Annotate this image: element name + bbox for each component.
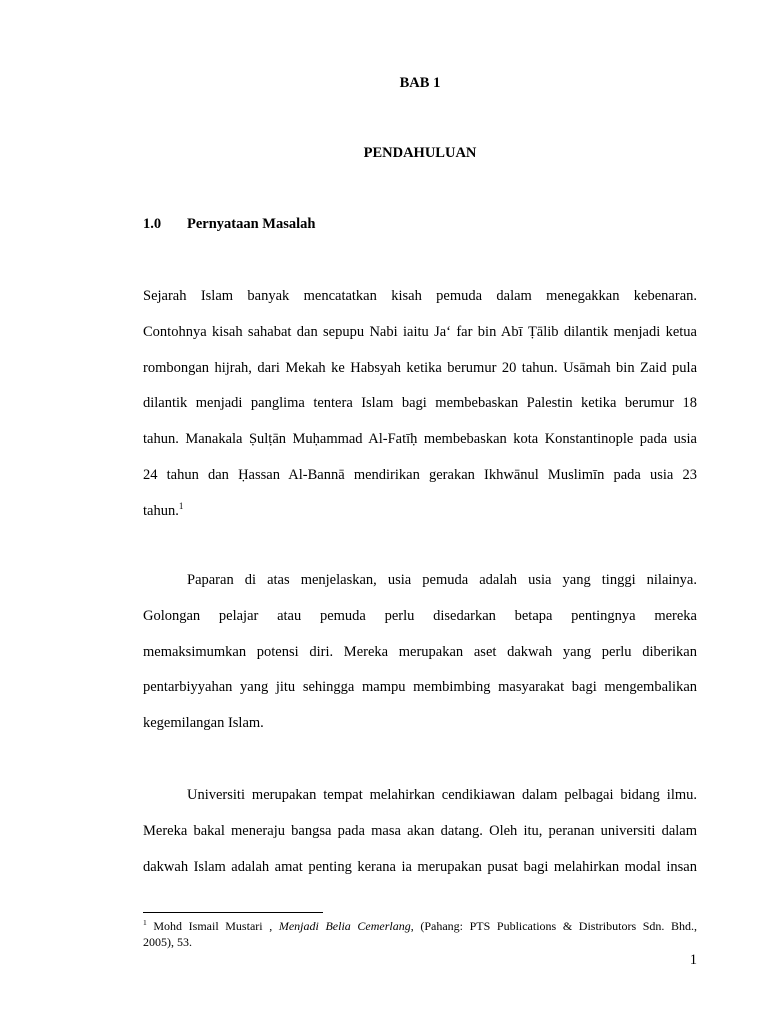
paragraph-line: 24 tahun dan Ḥassan Al-Bannā mendirikan gerakan Ikhwānul Muslimīn pada usia 23 [143,466,697,483]
paragraph-line: dakwah Islam adalah amat penting kerana ia merupakan pusat bagi melahirkan modal insan [143,858,697,875]
page-number: 1 [689,952,697,968]
footnote-line: 2005), 53. [143,935,192,949]
paragraph-1 [143,279,697,530]
paragraph-line: Universiti merupakan tempat melahirkan cendikiawan dalam pelbagai bidang ilmu. [187,787,697,803]
footnote-book-title: Menjadi Belia Cemerlang [278,919,411,933]
chapter-title: PENDAHULUAN [363,145,477,161]
chapter-number: BAB 1 [399,75,441,91]
paragraph-line: memaksimumkan potensi diri. Mereka merupakan aset dakwah yang perlu diberikan [143,643,697,660]
paragraph-line: Golongan pelajar atau pemuda perlu disedarkan betapa pentingnya mereka [143,607,697,624]
paragraph-line: tahun. Manakala Ṣulṭān Muḥammad Al-Fatīḥ membebaskan kota Konstantinople pada usia [143,431,697,448]
paragraph-last-line [143,494,697,530]
footnote-publisher: , (Pahang: PTS Publications & Distributors Sdn. Bhd., [410,919,698,933]
footnote-marker: 1 [143,918,147,927]
paragraph-line: Contohnya kisah sahabat dan sepupu Nabi iaitu Jaʻ far bin Abī Ṭālib dilantik menjadi ketua [143,323,697,340]
paragraph-3 [143,778,697,885]
paragraph-line: Sejarah Islam banyak mencatatkan kisah pemuda dalam menegakkan kebenaran. [143,288,697,304]
section-number: 1.0 [143,216,162,232]
paragraph-line-text: tahun. [143,502,179,519]
paragraph-line: kegemilangan Islam. [143,715,264,732]
section-title: Pernyataan Masalah [187,216,316,232]
paragraph-line: Paparan di atas menjelaskan, usia pemuda adalah usia yang tinggi nilainya. [187,572,697,588]
footnote-reference[interactable]: 1 [178,500,184,511]
footnote-separator [143,912,323,913]
footnote [143,918,697,950]
paragraph-line: rombongan hijrah, dari Mekah ke Habsyah ketika berumur 20 tahun. Usāmah bin Zaid pula [143,359,697,376]
paragraph-line: Mereka bakal meneraju bangsa pada masa akan datang. Oleh itu, peranan universiti dalam [143,822,697,839]
paragraph-line: dilantik menjadi panglima tentera Islam bagi membebaskan Palestin ketika berumur 18 [143,395,697,412]
footnote-author: Mohd Ismail Mustari , [153,919,273,933]
paragraph-2 [143,563,697,742]
footnote-line [143,918,697,934]
paragraph-line: pentarbiyyahan yang jitu sehingga mampu membimbing masyarakat bagi mengembalikan [143,679,697,696]
section-heading [143,216,315,233]
